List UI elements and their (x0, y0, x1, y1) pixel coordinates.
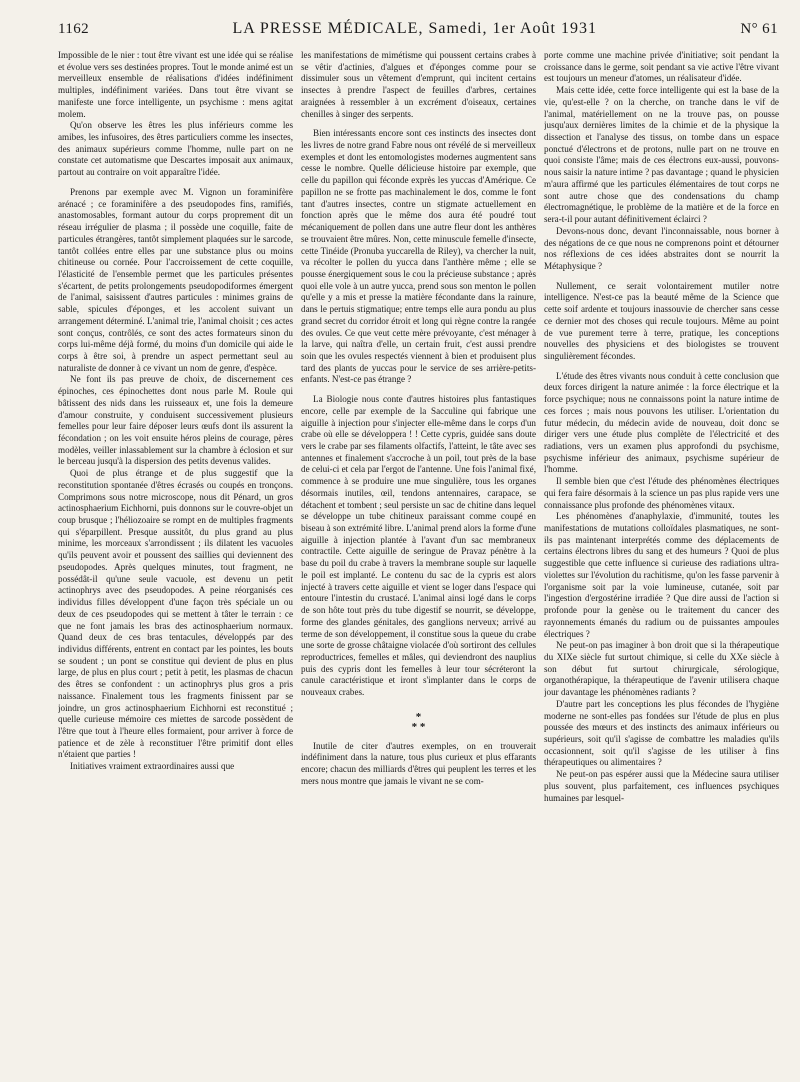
paragraph: Initiatives vraiment extraordinaires aussi que (70, 761, 235, 772)
paragraph: Prenons par exemple avec M. Vignon un foraminifère arénacé ; ce foraminifère a des pseudopodes fins, ramifiés, anastomosables, formant autour du corps proprement dit un réseau irrégulier de plasma ; il possède une coquille, faite de particules étrangères, tantôt simplement plaquées sur le sarcode, tantôt collées entre elles par une substance plus ou moins chitineuse ou cornée. Pour l'accroissement de cette coquille, l'élasticité de l'ensemble permet que les particules présentes s'écartent, de petits prolongements pseudopodiformes émergent de l'animal, saisissent d'autres particules : minimes grains de sable, spicules d'éponges, et les accolent suivant un arrangement déterminé. L'animal trie, l'animal choisit ; ces actes sont conçus, contrôlés, ce sont des actes formateurs sinon du corps lui-même déjà formé, du moins d'un domicile qui aide le corps à être soi, à prendre un aspect permettant seul au naturaliste de donner à ce vivant un nom de genre, d'espèce. (58, 186, 293, 373)
separator-stars: * * (411, 720, 426, 733)
paragraph: Nullement, ce serait volontairement mutiler notre intelligence. N'est-ce pas la beauté même de la Science que cette soif ardente et toujours inassouvie de chercher sans cesse ce dernier mot des choses qui recule toujours. Même au point de vue purement terre à terre, pratique, les conceptions nouvelles des physiciens et des biologistes se trouvent singulièrement fécondes. (544, 280, 779, 361)
column-2 (301, 50, 536, 1078)
paragraph: Quoi de plus étrange et de plus suggestif que la reconstitution spontanée d'êtres écrasés ou coupés en tronçons. Comprimons sous notre microscope, nous dit Pénard, un gros actinosphaerium Eichhorni, puis donnons sur le couvre-objet un coup brusque ; l'héliozoaire se rompt en de multiples fragments qui s'éparpillent. Presque aussitôt, du plus grand au plus minime, les morceaux s'arrondissent ; ils dilatent les vacuoles qu'ils peuvent avoir et poussent des saillies qui deviennent des pseudopodes. Après quelques minutes, tout fragment, ne possédât-il qu'une seule vacuole, est devenu un petit actinophrys avec des pseudopodes. A peine réorganisés ces individus filles développent d'une façon très spéciale un ou deux de ces pseudopodes qui se mettent à tâter le terrain : ce que ne font jamais les bras des actinosphaerium normaux. Quand deux de ces bras tentacules, développés par des individus différents, entrent en contact par les pointes, les bouts se soudent ; un pont se constitue qui devient de plus en plus large, de plus en plus court ; petit à petit, les plasmas de chacun des êtres se confondent : un actinophrys plus gros a pris naissance. Finalement tous les fragments finissent par se joindre, un gros actinosphaerium Eichhorni est reconstitué ; quelle curieuse mémoire ces miettes de sarcode possèdent de l'être que tout à l'heure elles formaient, pour arriver à force de patience et de zèle à reconstituer l'être primitif dont elles n'étaient que parties ! (58, 468, 293, 760)
paragraph: porte comme une machine privée d'initiative; soit pendant la croissance dans le germe, soit pendant sa vie active l'être vivant est toujours un meneur d'atomes, un réalisateur d'idée. (544, 50, 779, 84)
paragraph: Ne font ils pas preuve de choix, de discernement ces épinoches, ces épinochettes dont nous parle M. Roule qui bâtissent des nids dans les ruisseaux et, une fois la demeure d'amour construite, y conduisent successivement plusieurs femelles pour leur faire déposer leurs œufs dont ils assurent la fécondation ; on les voit ensuite héros pleins de courage, pères modèles, veiller inlassablement sur la chambre à éclosion et sur le berceau jusqu'à la dispersion des petits devenus valides. (58, 374, 293, 467)
paragraph: D'autre part les conceptions les plus fécondes de l'hygiène moderne ne sont-elles pas fondées sur l'étude de plus en plus poussée des mœurs et des instincts des animaux inférieurs ou supérieurs, soit qu'il s'agisse de combattre les maladies qu'ils occasionnent, soit qu'il s'agisse de les utiliser à fins thérapeutiques ou alimentaires ? (544, 698, 779, 768)
issue-date: Samedi, 1er Août 1931 (428, 20, 597, 37)
page-header (58, 20, 778, 44)
paragraph: Ne peut-on pas imaginer à bon droit que si la thérapeutique du XIXe siècle fut surtout chimique, si celle du XXe siècle à son début fut surtout chirurgicale, sérologique, organothérapique, la thérapeutique de l'avenir utilisera chaque jour davantage les phénomènes radiants ? (544, 640, 779, 698)
paragraph: Il semble bien que c'est l'étude des phénomènes électriques qui fera faire désormais à la science un pas plus rapide vers une connaissance plus profonde des phénomènes vitaux. (544, 476, 779, 510)
masthead (232, 20, 597, 38)
paragraph: Impossible de le nier : tout être vivant est une idée qui se réalise et évolue vers ses destinées propres. Tout le monde animé est un merveilleux ensemble de réalisations d'idées indéfiniment multiples, indéfiniment variées. Dans tout être vivant se manifeste une force intelligente, un psychisme : mens agitat molem. (58, 50, 293, 119)
paragraph: Les phénomènes d'anaphylaxie, d'immunité, toutes les manifestations de mutations colloïdales plasmatiques, ne sont-ils pas maintenant interprétés comme des déplacements de certains électrons libres du sang et des humeurs ? Quoi de plus suggestible que cette influence si curieuse des radiations ultra-violettes sur l'évolution du rachitisme, qu'on les fasse parvenir à l'organisme soit par la voie lumineuse, cutanée, soit par l'ingestion d'ergostérine irradiée ? Que dire aussi de l'action si profonde pour la genèse ou le traitement du cancer des rayonnements émanés du radium ou de puissantes ampoules électriques ? (544, 511, 779, 639)
separator-star: * (415, 710, 422, 723)
paragraph: La Biologie nous conte d'autres histoires plus fantastiques encore, celle par exemple de la Sacculine qui fabrique une aiguille à injection pour s'injecter elle-même dans le corps d'un crabe où elle se développera ! ! Cette cypris, guidée sans doute vers le crabe par ses filaments olfactifs, l'atteint, le tâte avec ses antennes et finalement s'accroche à un poil, tout près de la base de celui-ci et cela par l'ergot de l'antenne. Une fois l'animal fixé, commence à se produire une mue singulière, tous les organes désormais inutiles, œil, tendons antennaires, carapace, se détachent et tombent ; seul persiste un sac de chitine dans lequel se développe un tube chitineux paraissant comme coupé en biseau à son extrémité libre. L'animal prend alors la forme d'une aiguille à injection plantée à l'avant d'un sac membraneux contractile. Cette aiguille de seringue de Pravaz pénètre à la base du poil du crabe à travers la membrane souple sur laquelle le poil est implanté. Le contenu du sac de la cypris est alors injecté à travers cette aiguille et vient se loger dans l'espace qui entoure l'intestin du crustacé. L'animal ainsi logé dans le corps de son hôte tout près du tube digestif se nourrit, se développe, forme des glandes génitales, des ganglions nerveux; arrivé au terme de son développement, il constitue sous la queue du crabe une sorte de grosse châtaigne violacée d'où sortiront des cellules reproductrices, femelles et mâles, qui deviendront des nauplius puis des cypris dont les femelles à leur tour sécréteront la canule caractéristique et iront s'implanter dans le corps de nouveaux crabes. (301, 394, 536, 698)
paragraph: Ne peut-on pas espérer aussi que la Médecine saura utiliser plus souvent, plus parfaitement, ces influences psychiques humaines par lesquel- (544, 769, 779, 803)
page-number: 1162 (58, 21, 90, 37)
issue-number: N° 61 (740, 21, 778, 37)
paragraph: Mais cette idée, cette force intelligente qui est la base de la vie, qu'est-elle ? on la cherche, on tranche dans le vif de l'animal, matériellement on ne la trouve pas, on pousse jusqu'aux dernières limites de la chimie et de la physique la dissection et l'analyse des tissus, on tombe dans un espace ponctué d'électrons et de protons, nulle part on ne trouve en quoi consiste l'âme; mais de ces électrons eux-aussi, pouvons-nous saisir la nature intime ? pas davantage ; quand le physicien m'aura affirmé que les particules élémentaires de tout corps ne sont autre chose que des condensations du champ électromagnétique, le problème de la matière et de la force en sera-t-il pour autant définitivement éclairci ? (544, 85, 779, 225)
paragraph: Devons-nous donc, devant l'inconnaissable, nous borner à des négations de ce que nous ne comprenons point et détourner nos réflexions de ces idées abstraites dont se nourrit la Métaphysique ? (544, 225, 779, 271)
column-1 (58, 50, 293, 1078)
journal-title: LA PRESSE MÉDICALE, (232, 20, 424, 37)
column-3 (544, 50, 779, 1078)
paragraph: les manifestations de mimétisme qui poussent certains crabes à se vêtir d'actinies, d'algues et d'éponges comme pour se dissimuler sous un vêtement d'emprunt, qui incitent certains insectes à prendre l'aspect de feuilles d'arbres, certaines araignées à ressembler à un excrément d'oiseaux, certaines chenilles à singer des serpents. (301, 50, 536, 119)
paragraph: Qu'on observe les êtres les plus inférieurs comme les amibes, les infusoires, des êtres particuliers comme les insectes, des animaux supérieurs comme l'homme, nulle part on ne constate cet automatisme que Descartes imposait aux animaux, partout au contraire on voit apparaître l'idée. (58, 120, 293, 178)
paragraph: Inutile de citer d'autres exemples, on en trouverait indéfiniment dans la nature, tous plus curieux et plus effarants encore; chacun des milliards d'êtres qui peuplent les terres et les mers nous montre que jamais le vivant ne se com- (301, 740, 536, 786)
section-separator (301, 710, 536, 733)
article-columns (58, 50, 780, 1078)
paragraph: L'étude des êtres vivants nous conduit à cette conclusion que deux forces dirigent la nature animée : la force électrique et la force psychique; nous ne connaissons point la nature intime de ces forces ; mais nous pouvons les utiliser. L'orientation du futur médecin, du médecin avide de nouveau, doit donc se diriger vers une étude plus complète de l'électricité et des radiations, vers un examen plus approfondi du psychisme, psychisme inférieur des animaux, psychisme supérieur de l'homme. (544, 370, 779, 475)
paragraph: Bien intéressants encore sont ces instincts des insectes dont les livres de notre grand Fabre nous ont révélé de si merveilleux exemples et dont les entomologistes modernes augmentent sans cesse le nombre. Quelle délicieuse histoire par exemple, que celle du papillon qui féconde exprès les yuccas d'Amérique. Ce papillon ne se frotte pas machinalement le dos, comme le font tant d'autres insectes, contre un stigmate actuellement en fonction après que le même dos aura été poudré tout mécaniquement de pollen dans une autre fleur dont les anthères se trouvaient être mûres. Non, cette minuscule femelle d'insecte, cette Tinéide (Pronuba yuccarella de Riley), va chercher la nuit, va récolter le pollen du yucca dans l'anthère même ; elle se pousse énergiquement sous le cou la précieuse substance ; après quoi elle vole à un autre yucca, prend sous son menton le pollen qu'elle y a mis et presse la matière fécondante dans la rainure, dans le pertuis stigmatique; entre temps elle aura pondu au plus grand secret du corridor étroit et long qui règne contre la rangée des ovules. Ce que veut cette mère prévoyante, c'est ménager à la larve, qui naîtra d'elle, un certain fruit, c'est aussi prendre soin que les ovules respectés viennent à bien et produisent plus tard des plants de yuccas pour le service de ses arrière-petits-enfants. N'est-ce pas étrange ? (301, 128, 536, 385)
